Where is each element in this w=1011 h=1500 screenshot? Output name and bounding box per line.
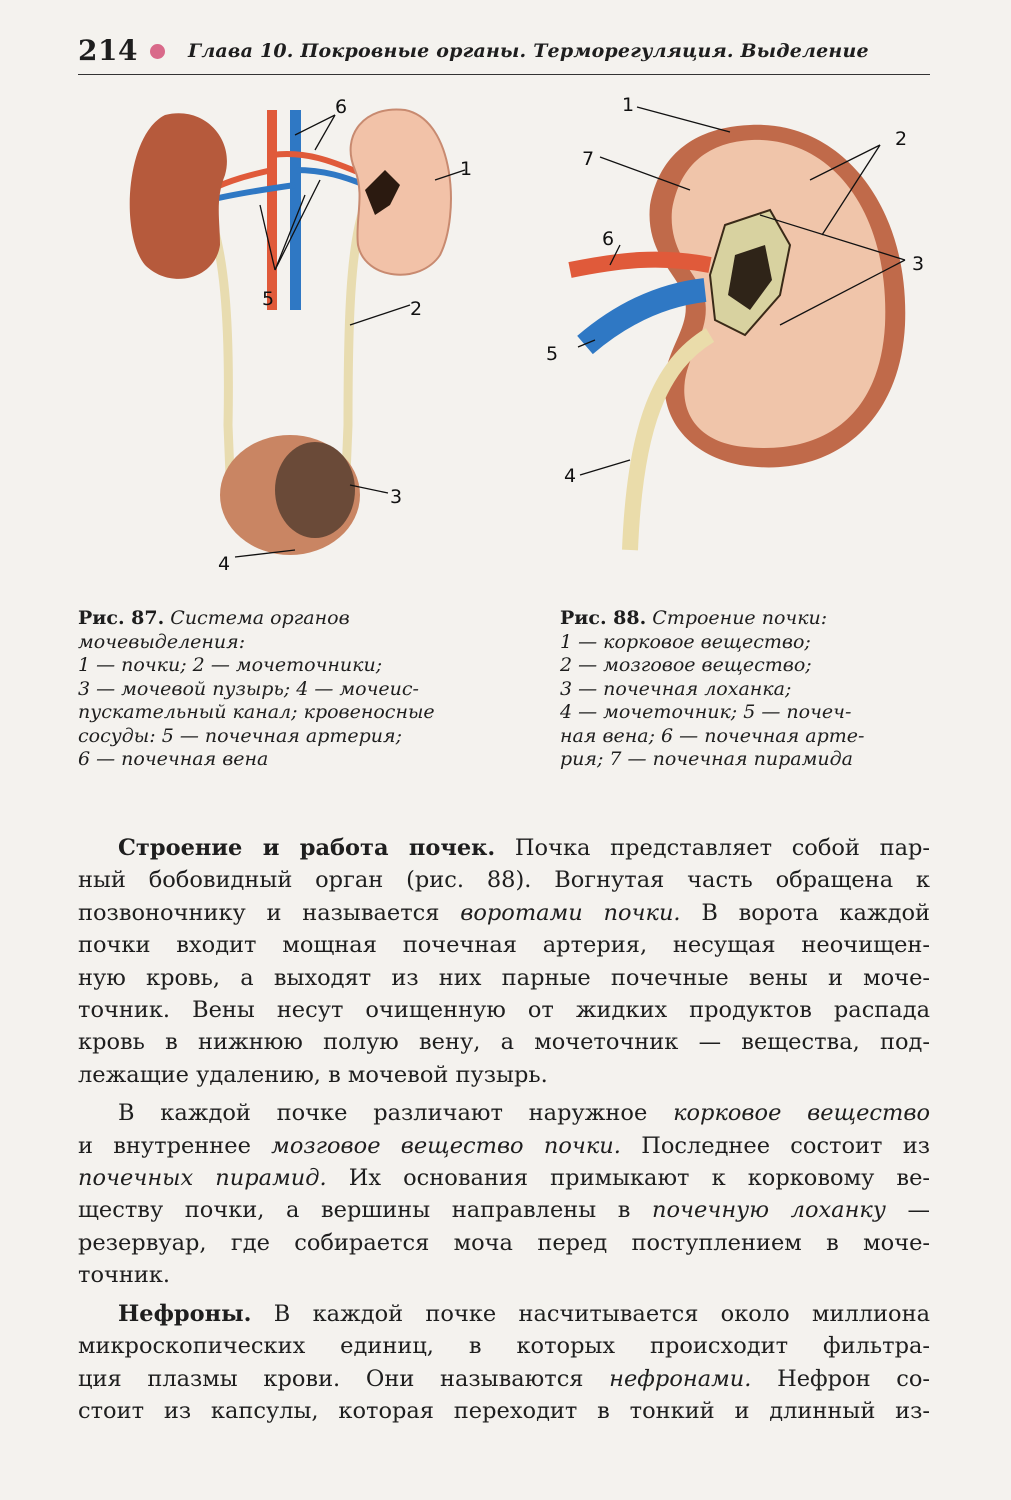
text-line: почки входит мощная почечная артерия, несущая неочищен-	[78, 932, 930, 959]
term-cortex: корковое вещество	[673, 1100, 930, 1127]
caption-88-line-1: Строение почки:	[652, 607, 828, 629]
caption-88-line-4: 3 — почечная лоханка;	[560, 677, 792, 700]
text-line: ную кровь, а выходят из них парные почечные вены и моче-	[78, 964, 930, 991]
caption-87-line-1: Система органов	[170, 607, 350, 629]
figure-87-caption	[78, 607, 518, 772]
term-medulla: мозговое вещество почки.	[271, 1132, 621, 1159]
fig87-label-3: 3	[390, 486, 403, 508]
text-line: ция плазмы крови. Они называются нефронами. Нефрон со-	[78, 1365, 930, 1392]
fig88-label-7: 7	[582, 148, 595, 170]
text-line: ществу почки, а вершины направлены в почечную лоханку —	[78, 1197, 931, 1224]
figure-87-urinary-system	[110, 95, 473, 575]
figure-87-illustration	[110, 95, 473, 575]
section-heading-kidneys: Строение и работа почек.	[118, 835, 496, 861]
paragraph-cortex-medulla	[78, 1097, 930, 1291]
text-line: Строение и работа почек. Почка представляет собой пар-	[118, 835, 930, 861]
renal-artery	[570, 260, 710, 270]
page-number: 214	[78, 34, 138, 67]
caption-87-line-3: 1 — почки; 2 — мочеточники;	[78, 654, 383, 676]
fig88-label-3: 3	[912, 253, 925, 275]
fig88-label-6: 6	[602, 228, 615, 250]
fig88-label-5: 5	[546, 343, 559, 365]
section-heading-nephrons: Нефроны.	[118, 1300, 252, 1327]
term-pyramids: почечных пирамид.	[78, 1165, 327, 1192]
fig88-label-1: 1	[622, 94, 635, 116]
caption-88-line-2: 1 — корковое вещество;	[560, 630, 811, 653]
term-kidney-gate: воротами почки.	[460, 899, 681, 926]
fig87-label-6: 6	[335, 96, 348, 118]
running-header	[78, 34, 930, 75]
term-nephrons: нефронами.	[609, 1365, 752, 1392]
caption-88-line-7: рия; 7 — почечная пирамида	[560, 748, 853, 770]
caption-87-line-6: сосуды: 5 — почечная артерия;	[78, 724, 403, 747]
text-line: В каждой почке различают наружное корковое вещество	[118, 1100, 930, 1127]
fig88-label-2: 2	[895, 128, 908, 150]
caption-87-line-2: мочевыделения:	[78, 630, 246, 653]
caption-87-line-5: пускательный канал; кровеносные	[78, 701, 435, 723]
figure-87-number: Рис. 87.	[78, 607, 165, 629]
text-line: и внутреннее мозговое вещество почки. Последнее состоит из	[78, 1132, 930, 1159]
paragraph-kidney-structure	[78, 832, 930, 1091]
body-text	[78, 832, 930, 1433]
caption-88-line-5: 4 — мочеточник; 5 — почеч-	[560, 701, 852, 723]
text-line: точник. Вены несут очищенную от жидких продуктов распада	[78, 997, 930, 1024]
text-line: Нефроны. В каждой почке насчитывается около миллиона	[118, 1300, 930, 1327]
text-line: микроскопических единиц, в которых происходит фильтра-	[78, 1333, 930, 1360]
caption-87-line-4: 3 — мочевой пузырь; 4 — мочеис-	[78, 677, 419, 700]
bladder-interior	[275, 442, 355, 538]
text-line: лежащие удалению, в мочевой пузырь.	[78, 1061, 548, 1088]
caption-88-line-3: 2 — мозговое вещество;	[560, 654, 812, 676]
text-line: резервуар, где собирается моча перед поступлением в моче-	[78, 1229, 930, 1256]
left-kidney	[130, 113, 227, 279]
fig87-label-1: 1	[460, 158, 473, 180]
text-line: кровь в нижнюю полую вену, а мочеточник — вещества, под-	[78, 1029, 930, 1056]
fig87-label-4: 4	[218, 553, 231, 575]
header-bullet	[150, 44, 165, 59]
fig87-label-5: 5	[262, 288, 275, 310]
text-line: почечных пирамид. Их основания примыкают к корковому ве-	[78, 1165, 930, 1192]
paragraph-nephrons	[78, 1298, 930, 1428]
figure-88-number: Рис. 88.	[560, 607, 647, 629]
figure-88-kidney-structure	[540, 95, 940, 560]
fig87-label-2: 2	[410, 298, 423, 320]
text-line: ный бобовидный орган (рис. 88). Вогнутая часть обращена к	[78, 867, 930, 894]
caption-88-line-6: ная вена; 6 — почечная арте-	[560, 724, 865, 747]
text-line: точник.	[78, 1262, 171, 1289]
text-line: стоит из капсулы, которая переходит в тонкий и длинный из-	[78, 1397, 930, 1424]
term-pelvis: почечную лоханку	[652, 1197, 886, 1224]
caption-87-line-7: 6 — почечная вена	[78, 748, 269, 770]
chapter-title: Глава 10. Покровные органы. Терморегуляция. Выделение	[188, 40, 869, 62]
right-kidney	[351, 109, 451, 274]
aorta	[267, 110, 277, 310]
figure-88-illustration	[540, 95, 940, 560]
fig88-label-4: 4	[564, 465, 577, 487]
text-line: позвоночнику и называется воротами почки. В ворота каждой	[78, 899, 930, 926]
figure-88-caption	[560, 607, 930, 772]
